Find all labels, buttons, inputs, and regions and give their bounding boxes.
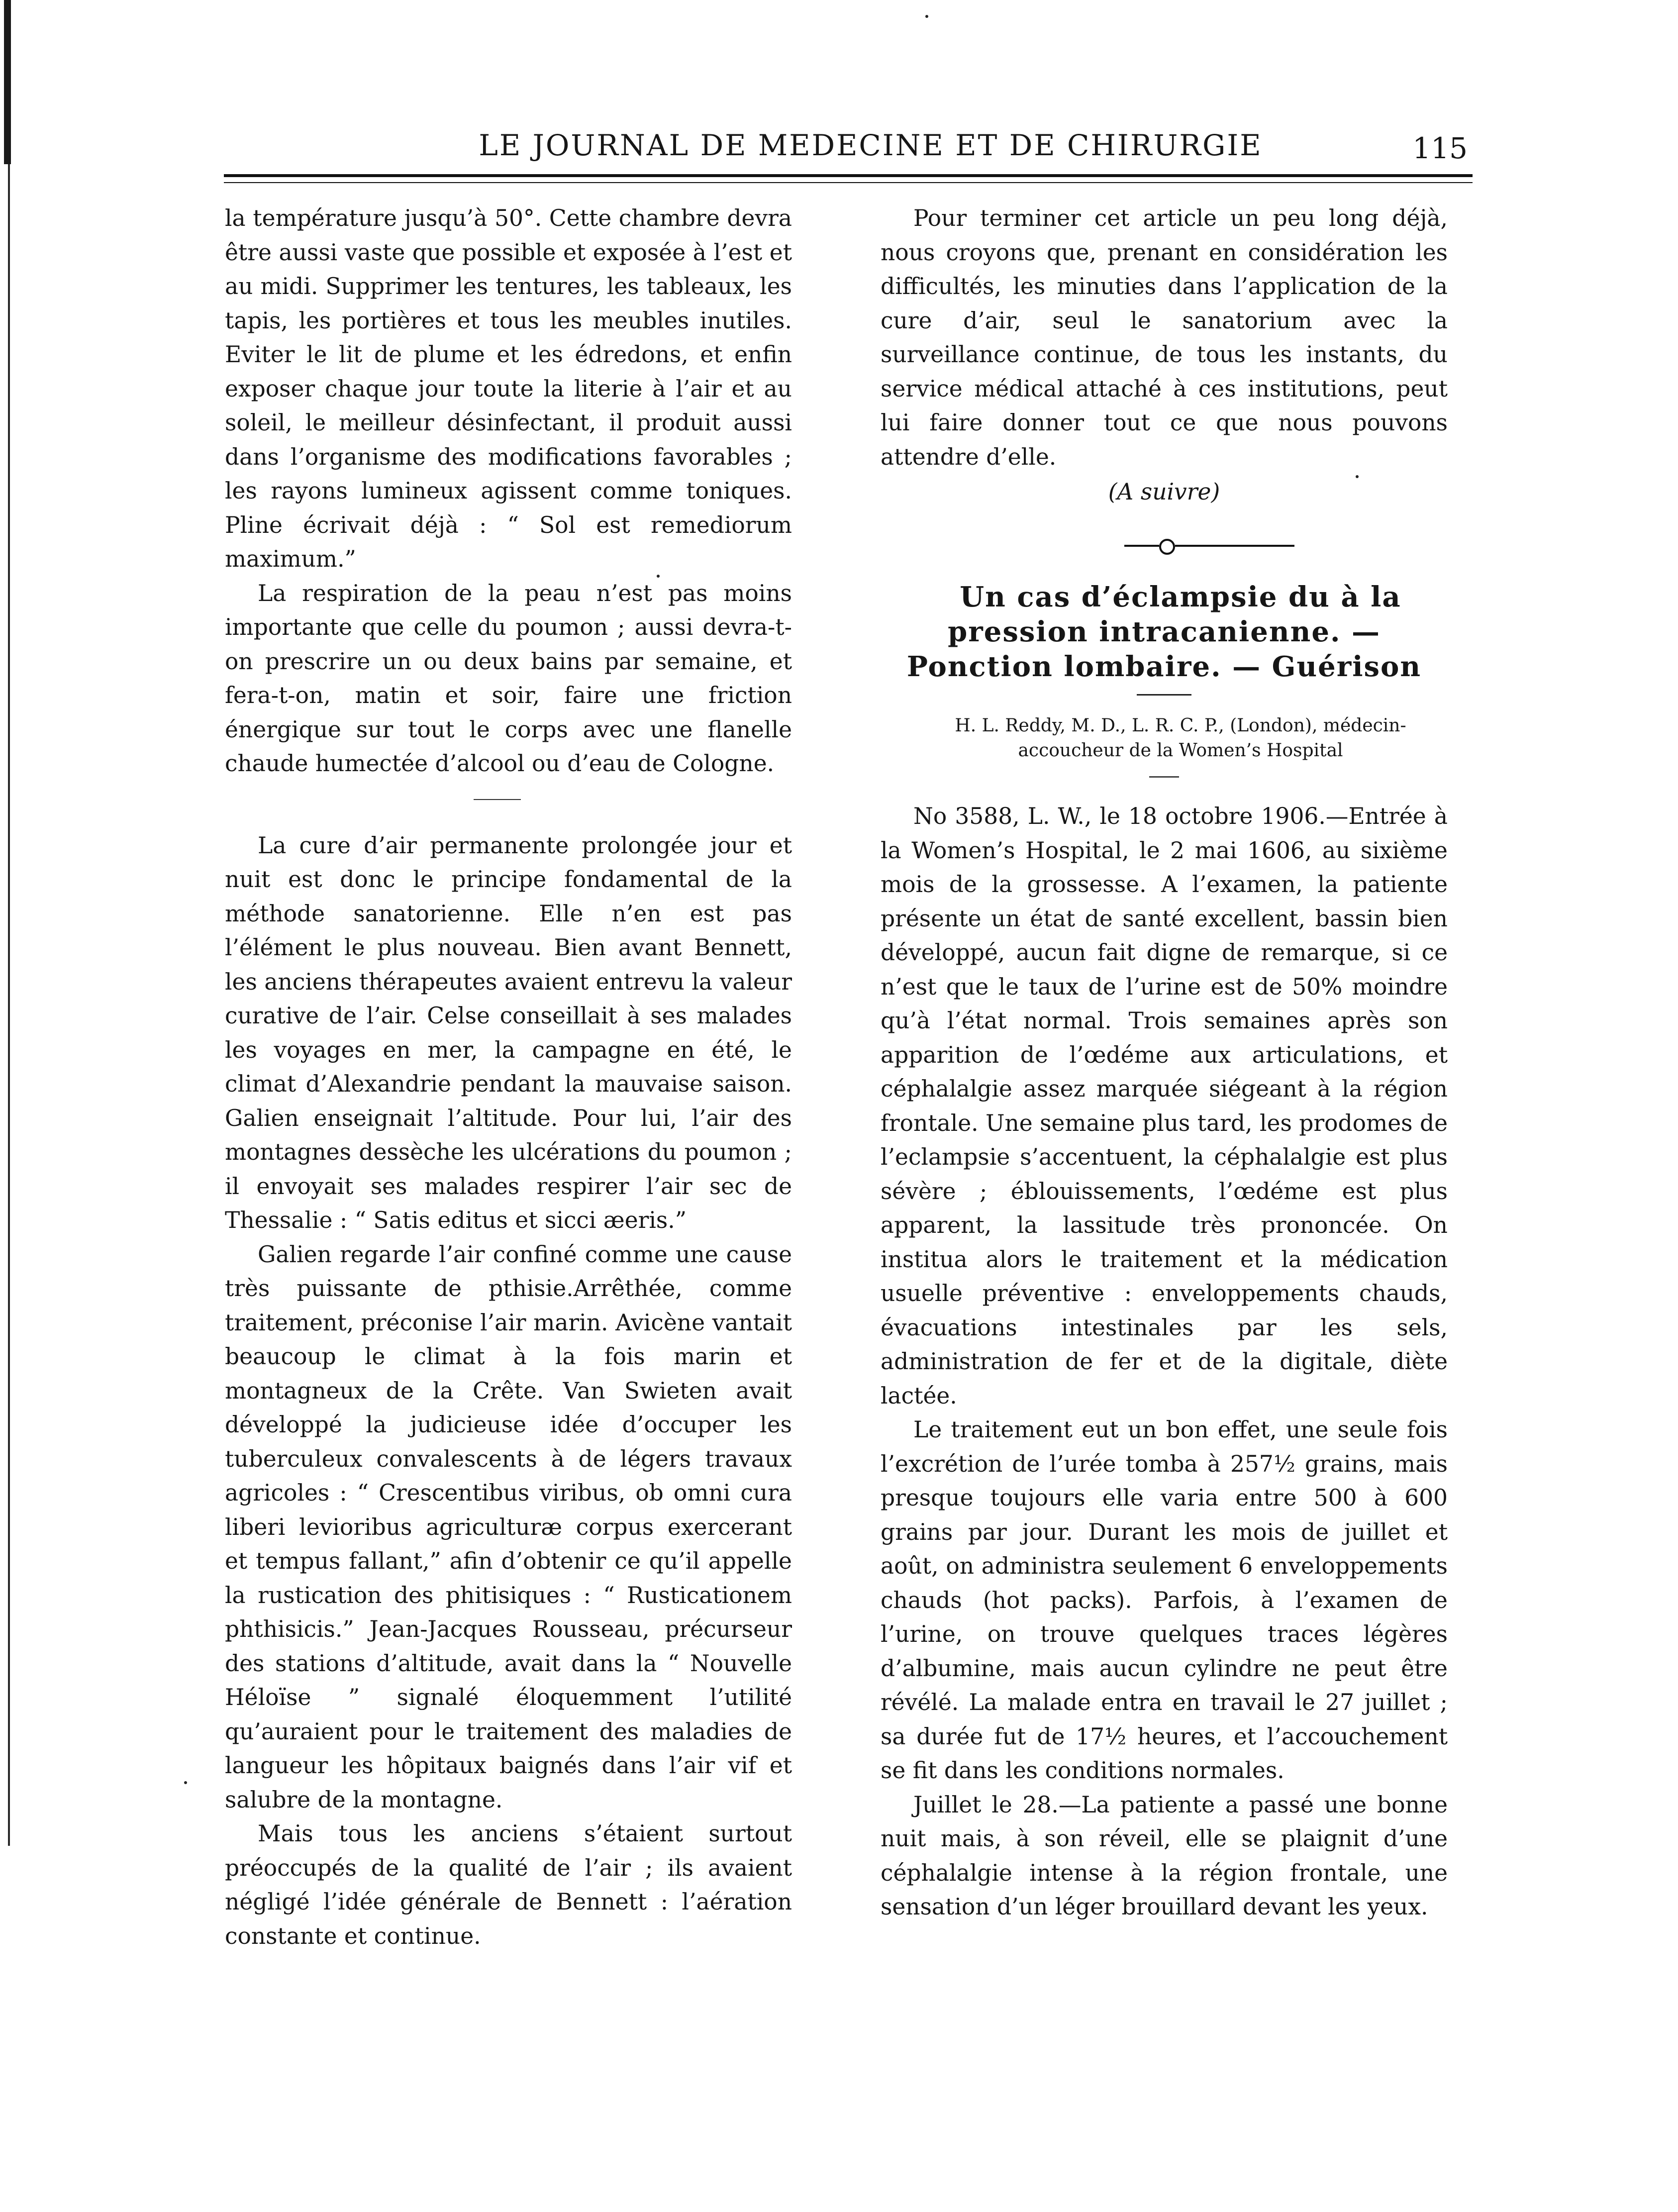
paragraph: Le traitement eut un bon effet, une seule fois l’excrétion de l’urée tomba à 257½ grains, mais presque toujours elle varia entre 500 à 600 grains par jour. Durant les mois de juillet et août, on administra seulement 6 enveloppements chauds (hot packs). Parfois, à l’examen de l’urine, on trouve quelques traces légères d’albumine, mais aucun cylindre ne peut être révélé. La malade entra en travail le 27 juillet ; sa durée fut de 17½ heures, et l’accouchement se fit dans les conditions normales. — [881, 1416, 1448, 1784]
ornament-divider — [881, 520, 1448, 580]
paragraph: Galien regarde l’air confiné comme une cause très puissante de pthisie.Arrêthée, comme traitement, préconise l’air marin. Avicène vantait beaucoup le climat à la fois marin et montagneux de la Crête. Van Swieten avait développé la judicieuse idée d’occuper les tuberculeux convalescents à de légers travaux agricoles : “ Crescentibus viribus, ob omni cura liberi levioribus agriculturæ corpus exercerant et tempus fallant,” afin d’obtenir ce qu’il appelle la rustication des phitisiques : “ Rusticationem phthisicis.” Jean-Jacques Rousseau, précurseur des stations d’altitude, avait dans la “ Nouvelle Héloïse ” signalé éloquemment l’utilité qu’auraient pour le traitement des maladies de langueur les hôpitaux baignés dans l’air vif et salubre de la montagne. — [225, 1241, 792, 1813]
paragraph: La respiration de la peau n’est pas moins importante que celle du poumon ; aussi devra-t-on prescrire un ou deux bains par semaine, et fera-t-on, matin et soir, faire une friction énergique sur tout le corps avec une flanelle chaude humectée d’alcool ou d’eau de Cologne. — [225, 580, 792, 777]
article-title: Un cas d’éclampsie du à la pression intracanienne. — Ponction lombaire. — Guérison — [906, 581, 1422, 683]
left-column — [225, 201, 792, 1953]
binding-edge — [4, 0, 11, 164]
to-be-continued: (A suivre) — [1108, 479, 1220, 505]
paragraph: No 3588, L. W., le 18 octobre 1906.—Entrée à la Women’s Hospital, le 2 mai 1606, au sixième mois de la grossesse. A l’examen, la patiente présente un état de santé excellent, bassin bien développé, aucun fait digne de remarque, si ce n’est que le taux de l’urine est de 50% moindre qu’à l’état normal. Trois semaines après son apparition de l’œdéme aux articulations, et céphalalgie assez marquée siégeant à la région frontale. Une semaine plus tard, les prodomes de l’eclampsie s’accentuent, la céphalalgie est plus sévère ; éblouissements, l’œdéme est plus apparent, la lassitude très prononcée. On institua alors le traitement et la médication usuelle préventive : enveloppements chauds, évacuations intestinales par les sels, administration de fer et de la digitale, diète lactée. — [881, 803, 1448, 1409]
running-header — [224, 128, 1468, 173]
header-rule-thick — [224, 174, 1473, 177]
right-column — [881, 201, 1448, 1924]
closing-paragraph: Pour terminer cet article un peu long déjà, nous croyons que, prenant en considération les difficultés, les minuties dans l’application de la cure d’air, seul le sanatorium avec la surveillance continue, de tous les instants, du service médical attaché à ces institutions, peut lui faire donner tout ce que nous pouvons attendre d’elle. — [881, 205, 1448, 470]
byline-rule — [1149, 776, 1179, 778]
binding-edge-line — [8, 164, 10, 1846]
paragraph: Juillet le 28.—La patiente a passé une bonne nuit mais, à son réveil, elle se plaignit d’une céphalalgie intense à la région frontale, une sensation d’un léger brouillard devant les yeux. — [881, 1791, 1448, 1920]
header-rule-thin — [224, 182, 1473, 183]
page-number: 115 — [1412, 131, 1468, 165]
paragraph: Mais tous les anciens s’étaient surtout préoccupés de la qualité de l’air ; ils avaient négligé l’idée générale de Bennett : l’aération constante et continue. — [225, 1820, 792, 1949]
section-break — [225, 781, 792, 829]
journal-title: LE JOURNAL DE MEDECINE ET DE CHIRURGIE — [479, 128, 1263, 162]
byline-affiliation: accoucheur de la Women’s Hospital — [1018, 740, 1343, 761]
ornament-ring-icon — [1159, 539, 1175, 555]
paragraph: la température jusqu’à 50°. Cette chambre devra être aussi vaste que possible et exposée à l’est et au midi. Supprimer les tentures, les tableaux, les tapis, les portières et tous les meubles inutiles. Eviter le lit de plume et les édredons, et enfin exposer chaque jour toute la literie à l’air et au soleil, le meilleur désinfectant, il produit aussi dans l’organisme des modifications favorables ; les rayons lumineux agissent comme toniques. Pline écrivait déjà : “ Sol est remediorum maximum.” — [225, 205, 792, 572]
speck — [925, 15, 928, 18]
title-rule — [1137, 694, 1191, 696]
byline-author: H. L. Reddy, M. D., L. R. C. P., (London), médecin- — [955, 715, 1406, 736]
paragraph: La cure d’air permanente prolongée jour et nuit est donc le principe fondamental de la méthode sanatorienne. Elle n’en est pas l’élément le plus nouveau. Bien avant Bennett, les anciens thérapeutes avaient entrevu la valeur curative de l’air. Celse conseillait à ses malades les voyages en mer, la campagne en été, le climat d’Alexandrie pendant la mauvaise saison. Galien enseignait l’altitude. Pour lui, l’air des montagnes dessèche les ulcérations du poumon ; il envoyait ses malades respirer l’air sec de Thessalie : “ Satis editus et sicci æeris.” — [225, 832, 792, 1233]
speck — [184, 1781, 187, 1784]
